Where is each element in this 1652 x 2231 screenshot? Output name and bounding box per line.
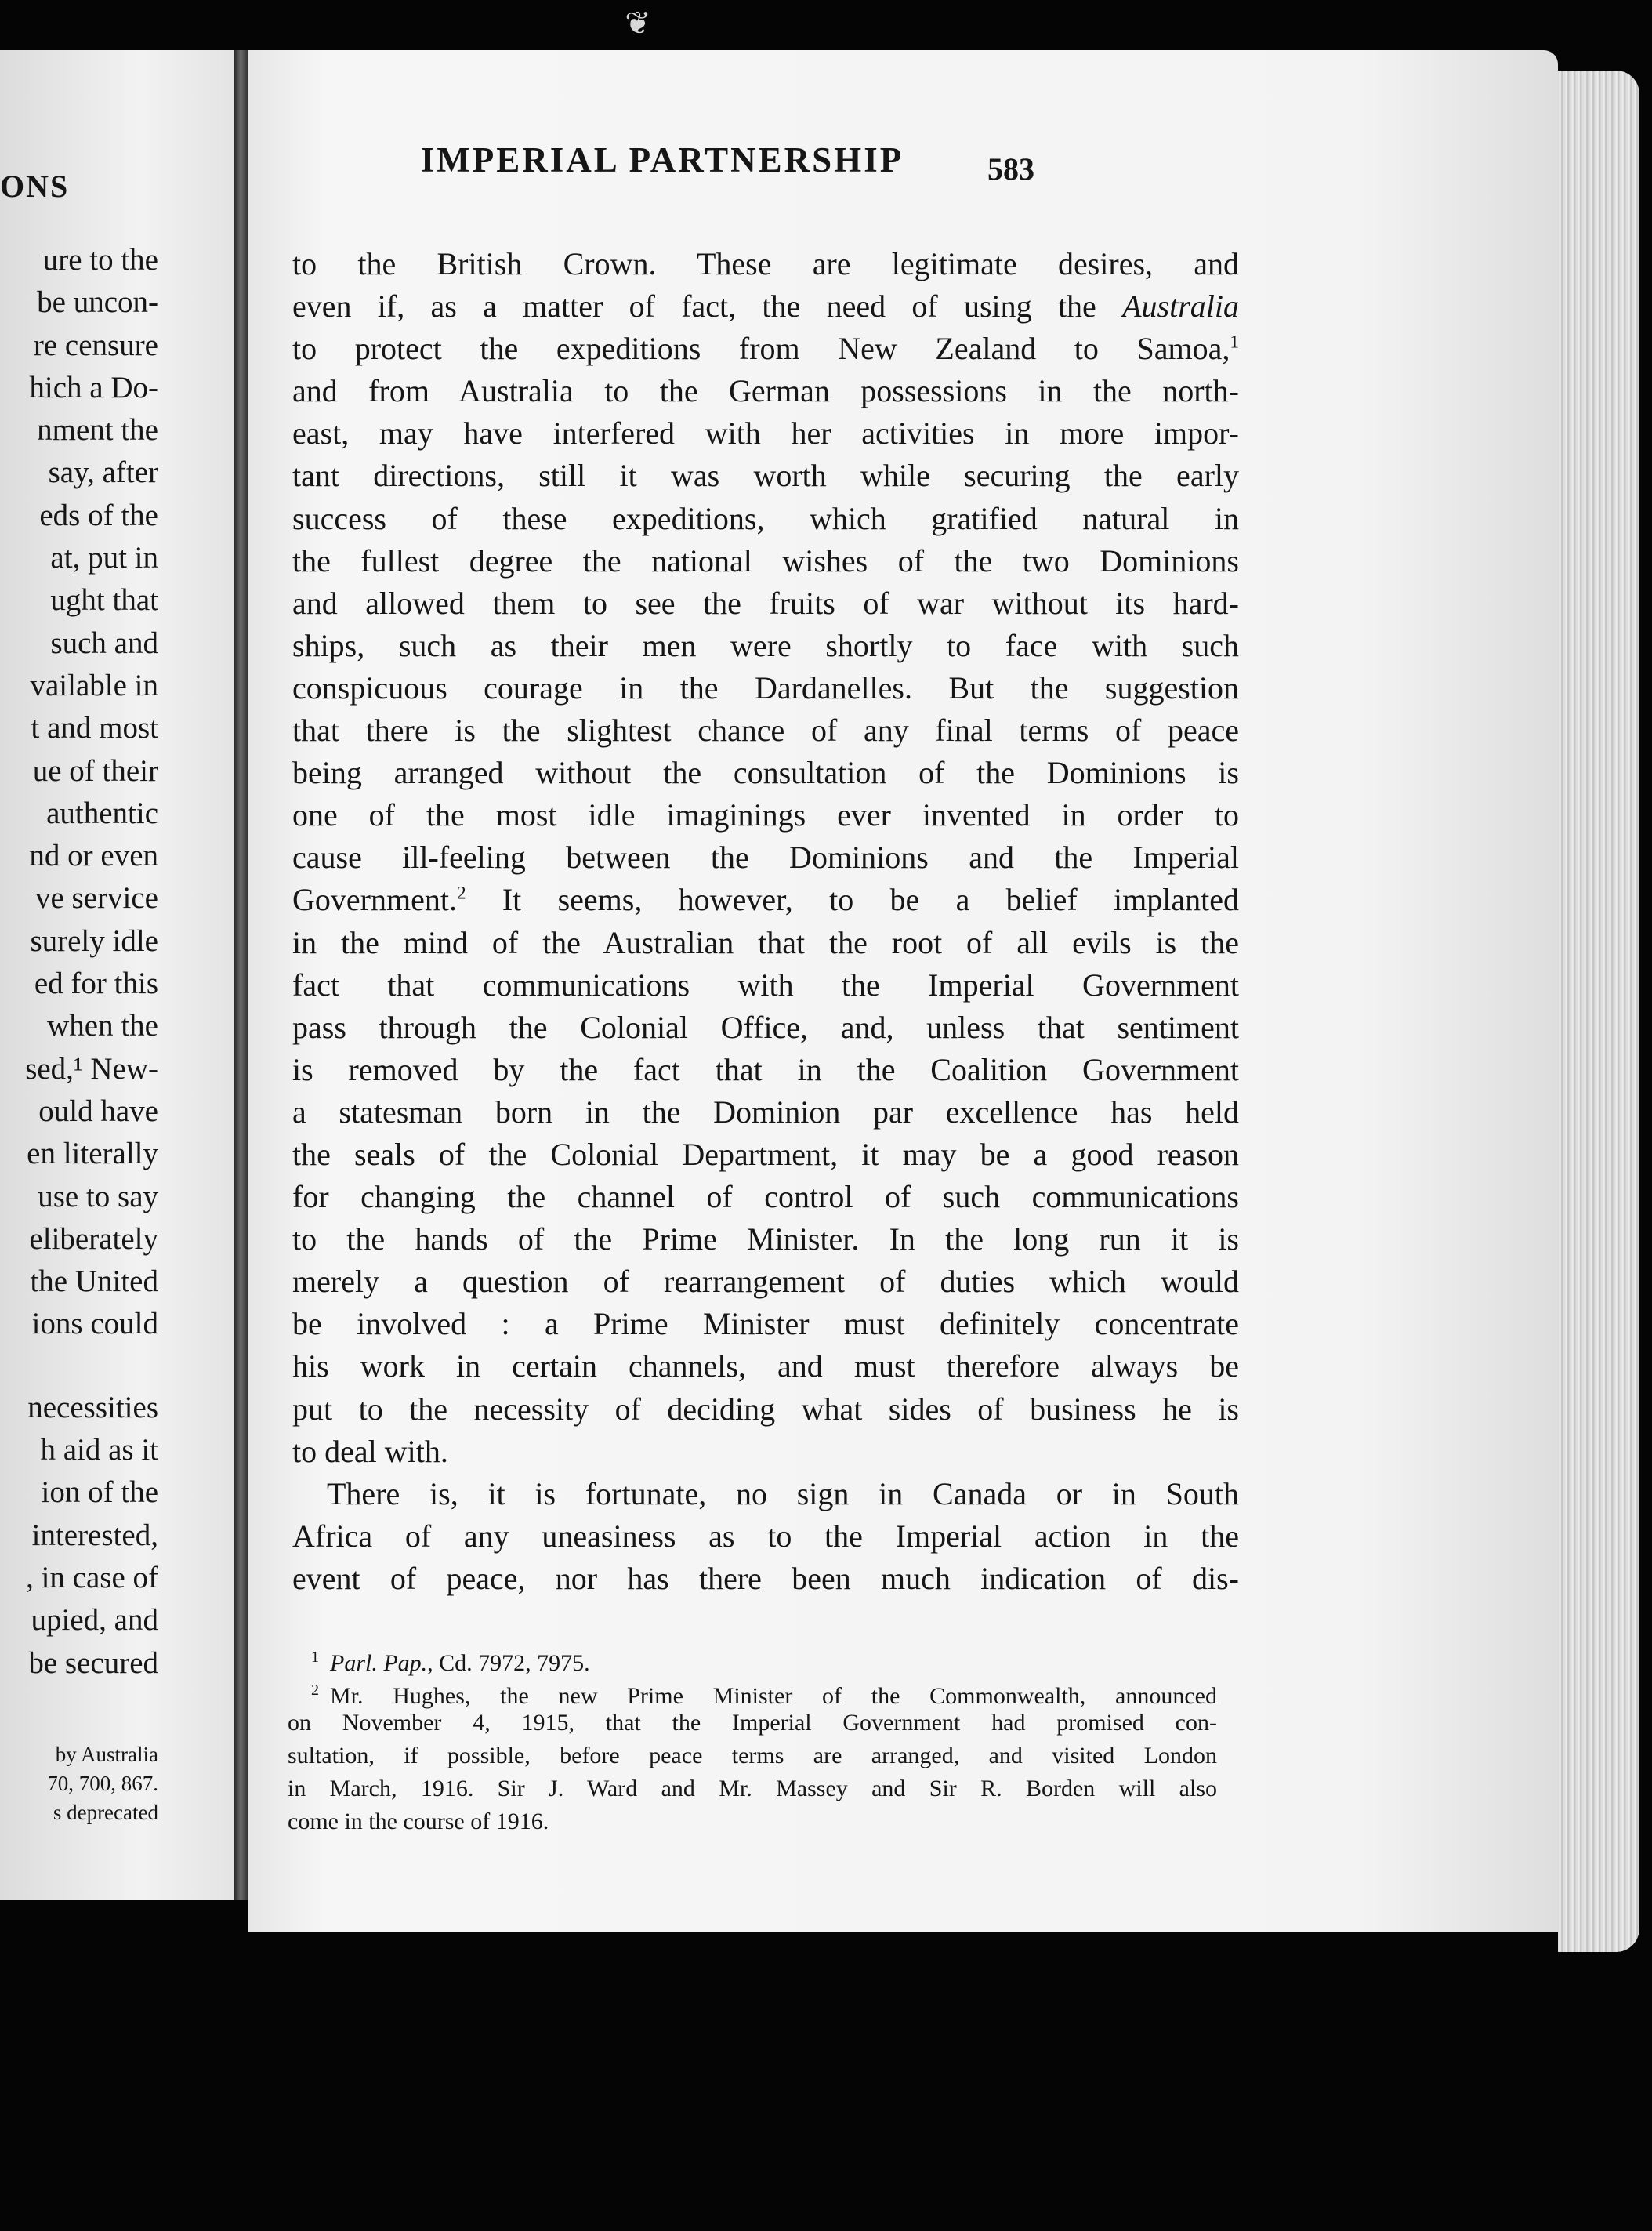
text-line: being arranged without the consultation of the Dominions is [292, 755, 1239, 791]
text-line: ships, such as their men were shortly to face with such [292, 627, 1239, 663]
left-text-line: ion of the [41, 1475, 158, 1510]
footnote-marker: 2 [456, 883, 466, 905]
text-line: even if, as a matter of fact, the need of using the Australia [292, 288, 1239, 325]
paragraph-gap [25, 1346, 158, 1387]
left-text-line: eliberately [29, 1221, 158, 1256]
left-text-line: hich a Do- [29, 370, 158, 404]
left-text-line: nment the [37, 413, 158, 448]
left-text-line: ould have [38, 1094, 158, 1128]
left-text-line: ue of their [32, 753, 158, 788]
left-text-line: t and most [31, 711, 158, 745]
text-line: cause ill-feeling between the Dominions and the Imperial [292, 840, 1239, 876]
text-line: conspicuous courage in the Dardanelles. But the suggestion [292, 669, 1239, 706]
left-text-line: use to say [38, 1179, 158, 1213]
footnote-number: 1 [311, 1649, 319, 1666]
text-line: fact that communications with the Imperial Government [292, 967, 1239, 1003]
page-edges [1558, 71, 1639, 1952]
left-text-line: ve service [35, 881, 158, 916]
text-line: to the British Crown. These are legitimate desires, and [292, 246, 1239, 281]
text-line: the fullest degree the national wishes of the two Dominions [292, 542, 1239, 579]
left-text-line: interested, [31, 1518, 158, 1552]
text-line: to the hands of the Prime Minister. In the long run it is [292, 1221, 1239, 1257]
text-line: merely a question of rearrangement of duties which would [292, 1264, 1239, 1300]
text-line: Government.$^2$ It seems, however, to be a belief implanted [292, 882, 1239, 918]
text-line: to deal with. [292, 1433, 448, 1469]
left-text-line: en literally [27, 1137, 158, 1171]
left-text-line: authentic [46, 796, 158, 830]
left-text-line: the United [30, 1264, 158, 1299]
left-text-line: ed for this [34, 967, 158, 1001]
footnote-line: on November 4, 1915, that the Imperial Government had promised con- [288, 1710, 1217, 1736]
footnote-line: sultation, if possible, before peace terms are arranged, and visited London [288, 1743, 1217, 1768]
left-text-line: ure to the [42, 243, 158, 277]
footnote-line: $^1$ Parl. Pap., Cd. 7972, 7975. [311, 1649, 590, 1676]
text-line: Africa of any uneasiness as to the Imperial action in the [292, 1518, 1239, 1554]
left-text-line: necessities [27, 1390, 158, 1424]
left-text-line: vailable in [30, 668, 158, 702]
page-number: 583 [987, 151, 1034, 187]
text-line: There is, it is fortunate, no sign in Canada or in South [327, 1475, 1239, 1511]
left-text-line: nd or even [29, 839, 158, 873]
left-text-line: eds of the [39, 498, 158, 532]
running-title: IMPERIAL PARTNERSHIP [420, 140, 904, 180]
left-footnote-line: 70, 700, 867. [47, 1772, 158, 1795]
left-page-text [25, 239, 158, 1685]
footnote-marker: 1 [1230, 332, 1239, 353]
left-text-line: h aid as it [40, 1433, 158, 1467]
left-text-line: when the [47, 1009, 158, 1043]
left-footnote-line: s deprecated [53, 1801, 158, 1824]
text-line: that there is the slightest chance of any final terms of peace [292, 713, 1239, 749]
text-line: put to the necessity of deciding what sides of business he is [292, 1391, 1239, 1427]
italic-word: Australia [1122, 288, 1239, 325]
text-line: and allowed them to see the fruits of war without its hard- [292, 585, 1239, 621]
left-footnote-line: by Australia [55, 1743, 158, 1766]
italic-citation: Parl. Pap. [330, 1650, 428, 1676]
left-page-footnotes [47, 1740, 158, 1827]
body-text [292, 243, 1239, 1600]
left-text-line: ions could [31, 1307, 158, 1341]
footnote-number: 2 [311, 1681, 319, 1699]
left-text-line: ught that [50, 583, 158, 618]
left-page [0, 50, 234, 1900]
footnote-line: $^2$ Mr. Hughes, the new Prime Minister of the Commonwealth, announced [311, 1681, 1217, 1709]
left-text-line: , in case of [26, 1560, 158, 1594]
left-text-line: such and [50, 626, 158, 660]
text-line: success of these expeditions, which gratified natural in [292, 500, 1239, 536]
left-text-line: at, put in [50, 541, 158, 575]
left-text-line: sed,¹ New- [25, 1051, 158, 1086]
text-line: one of the most idle imaginings ever invented in order to [292, 797, 1239, 833]
left-text-line: surely idle [30, 923, 158, 958]
text-line: to protect the expeditions from New Zealand to Samoa,$^1$ [292, 331, 1239, 367]
left-page-header: ONS [0, 169, 70, 204]
text-line: tant directions, still it was worth while securing the early [292, 458, 1239, 494]
footnotes [288, 1641, 1217, 1838]
left-text-line: say, after [48, 455, 158, 490]
text-line: event of peace, nor has there been much indication of dis- [292, 1560, 1239, 1596]
left-text-line: upied, and [31, 1603, 158, 1638]
text-line: pass through the Colonial Office, and, unless that sentiment [292, 1009, 1239, 1045]
text-line: be involved : a Prime Minister must definitely concentrate [292, 1306, 1239, 1342]
footnote-line: come in the course of 1916. [288, 1808, 549, 1834]
left-text-line: be secured [28, 1645, 158, 1680]
left-text-line: re censure [33, 328, 158, 362]
left-text-line: be uncon- [37, 285, 158, 320]
text-line: in the mind of the Australian that the root of all evils is the [292, 924, 1239, 960]
book-spine [234, 50, 248, 1900]
text-line: for changing the channel of control of such communications [292, 1179, 1239, 1215]
fleuron-ornament: ❦ [625, 5, 651, 41]
text-line: is removed by the fact that in the Coalition Government [292, 1051, 1239, 1087]
text-line: his work in certain channels, and must therefore always be [292, 1348, 1239, 1384]
text-line: a statesman born in the Dominion par excellence has held [292, 1094, 1239, 1130]
text-line: east, may have interfered with her activities in more impor- [292, 415, 1239, 452]
footnote-line: in March, 1916. Sir J. Ward and Mr. Massey and Sir R. Borden will also [288, 1776, 1217, 1801]
text-line: the seals of the Colonial Department, it may be a good reason [292, 1136, 1239, 1172]
text-line: and from Australia to the German possessions in the north- [292, 373, 1239, 409]
